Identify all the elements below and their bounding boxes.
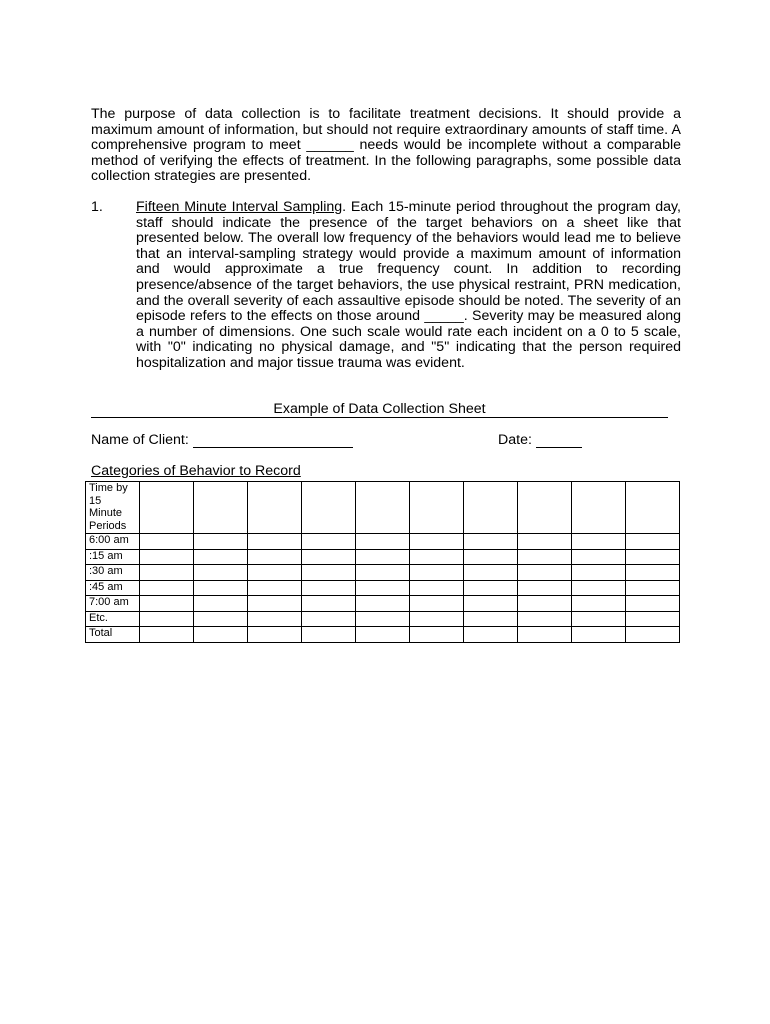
categories-heading: Categories of Behavior to Record xyxy=(91,463,301,479)
time-cell: :45 am xyxy=(86,580,140,596)
client-name-field xyxy=(91,432,353,448)
entry-cell[interactable] xyxy=(356,611,410,627)
entry-cell[interactable] xyxy=(410,596,464,612)
total-cell: Total xyxy=(86,627,140,643)
entry-cell[interactable] xyxy=(626,565,680,581)
item-number: 1. xyxy=(91,199,103,215)
time-cell: :15 am xyxy=(86,549,140,565)
entry-cell[interactable] xyxy=(248,627,302,643)
entry-cell[interactable] xyxy=(248,549,302,565)
entry-cell[interactable] xyxy=(410,534,464,550)
category-header-cell[interactable] xyxy=(302,482,356,534)
entry-cell[interactable] xyxy=(194,534,248,550)
entry-cell[interactable] xyxy=(464,596,518,612)
entry-cell[interactable] xyxy=(464,549,518,565)
category-header-cell[interactable] xyxy=(248,482,302,534)
entry-cell[interactable] xyxy=(140,596,194,612)
entry-cell[interactable] xyxy=(302,580,356,596)
table-row xyxy=(86,611,680,627)
entry-cell[interactable] xyxy=(518,611,572,627)
entry-cell[interactable] xyxy=(626,549,680,565)
entry-cell[interactable] xyxy=(248,580,302,596)
entry-cell[interactable] xyxy=(518,596,572,612)
entry-cell[interactable] xyxy=(626,596,680,612)
category-header-cell[interactable] xyxy=(464,482,518,534)
entry-cell[interactable] xyxy=(356,534,410,550)
entry-cell[interactable] xyxy=(356,627,410,643)
entry-cell[interactable] xyxy=(194,580,248,596)
data-collection-table xyxy=(85,481,680,643)
entry-cell[interactable] xyxy=(626,580,680,596)
entry-cell[interactable] xyxy=(410,549,464,565)
entry-cell[interactable] xyxy=(248,565,302,581)
client-label: Name of Client: xyxy=(91,432,189,448)
time-cell: 6:00 am xyxy=(86,534,140,550)
entry-cell[interactable] xyxy=(194,596,248,612)
entry-cell[interactable] xyxy=(140,627,194,643)
entry-cell[interactable] xyxy=(302,534,356,550)
entry-cell[interactable] xyxy=(194,627,248,643)
entry-cell[interactable] xyxy=(464,580,518,596)
entry-cell[interactable] xyxy=(302,611,356,627)
date-field xyxy=(498,432,582,448)
category-header-cell[interactable] xyxy=(572,482,626,534)
entry-cell[interactable] xyxy=(410,580,464,596)
entry-cell[interactable] xyxy=(626,611,680,627)
entry-cell[interactable] xyxy=(140,534,194,550)
entry-cell[interactable] xyxy=(302,549,356,565)
category-header-cell[interactable] xyxy=(140,482,194,534)
entry-cell[interactable] xyxy=(626,627,680,643)
entry-cell[interactable] xyxy=(194,611,248,627)
time-cell: :30 am xyxy=(86,565,140,581)
entry-cell[interactable] xyxy=(626,534,680,550)
entry-cell[interactable] xyxy=(518,534,572,550)
entry-cell[interactable] xyxy=(464,534,518,550)
entry-cell[interactable] xyxy=(194,565,248,581)
category-header-cell[interactable] xyxy=(356,482,410,534)
entry-cell[interactable] xyxy=(518,580,572,596)
entry-cell[interactable] xyxy=(140,565,194,581)
entry-cell[interactable] xyxy=(572,549,626,565)
entry-cell[interactable] xyxy=(572,565,626,581)
item-body-text: . Each 15-minute period throughout the program day, staff should indicate the presence of the target behaviors on a sheet like that presented below. The overall low frequency of the behaviors would lead me to believe that an interval-sampling strategy would provide a maximum amount of information and would approximate a true frequency count. In addition to recording presence/absence of the target behaviors, the use physical restraint, PRN medication, and the overall severity of each assaultive episode should be noted. The severity of an episode refers to the effects on those around _____. Severity may be measured along a number of dimensions. One such scale would rate each incident on a 0 to 5 scale, with "0" indicating no physical damage, and "5" indicating that the person required hospitalization and major tissue trauma was evident. xyxy=(136,199,681,371)
entry-cell[interactable] xyxy=(572,611,626,627)
entry-cell[interactable] xyxy=(248,596,302,612)
entry-cell[interactable] xyxy=(518,627,572,643)
time-header-cell: Time by 15 Minute Periods xyxy=(86,482,140,534)
category-header-cell[interactable] xyxy=(518,482,572,534)
entry-cell[interactable] xyxy=(572,627,626,643)
intro-paragraph: The purpose of data collection is to facilitate treatment decisions. It should provide a maximum amount of information, but should not require extraordinary amounts of staff time. A comprehensive program to meet ______ needs would be incomplete without a comparable method of verifying the effects of treatment. In the following paragraphs, some possible data collection strategies are presented. xyxy=(91,106,681,185)
time-cell: 7:00 am xyxy=(86,596,140,612)
category-header-cell[interactable] xyxy=(194,482,248,534)
entry-cell[interactable] xyxy=(464,565,518,581)
date-blank[interactable] xyxy=(536,433,582,448)
entry-cell[interactable] xyxy=(248,534,302,550)
entry-cell[interactable] xyxy=(410,627,464,643)
entry-cell[interactable] xyxy=(464,627,518,643)
entry-cell[interactable] xyxy=(356,596,410,612)
entry-cell[interactable] xyxy=(302,596,356,612)
entry-cell[interactable] xyxy=(518,549,572,565)
table-row xyxy=(86,596,680,612)
entry-cell[interactable] xyxy=(248,611,302,627)
entry-cell[interactable] xyxy=(356,549,410,565)
table-row xyxy=(86,549,680,565)
entry-cell[interactable] xyxy=(356,580,410,596)
entry-cell[interactable] xyxy=(572,596,626,612)
client-name-blank[interactable] xyxy=(193,433,353,448)
entry-cell[interactable] xyxy=(572,534,626,550)
category-header-cell[interactable] xyxy=(626,482,680,534)
date-label: Date: xyxy=(498,432,532,448)
entry-cell[interactable] xyxy=(464,611,518,627)
entry-cell[interactable] xyxy=(518,565,572,581)
entry-cell[interactable] xyxy=(140,611,194,627)
table-row xyxy=(86,565,680,581)
entry-cell[interactable] xyxy=(356,565,410,581)
entry-cell[interactable] xyxy=(194,549,248,565)
item-paragraph xyxy=(136,200,681,372)
entry-cell[interactable] xyxy=(302,565,356,581)
time-cell: Etc. xyxy=(86,611,140,627)
entry-cell[interactable] xyxy=(302,627,356,643)
entry-cell[interactable] xyxy=(410,565,464,581)
table-row xyxy=(86,627,680,643)
category-header-cell[interactable] xyxy=(410,482,464,534)
entry-cell[interactable] xyxy=(140,549,194,565)
item-heading: Fifteen Minute Interval Sampling xyxy=(136,199,343,215)
table-header-row xyxy=(86,482,680,534)
sheet-title: Example of Data Collection Sheet xyxy=(91,401,668,418)
entry-cell[interactable] xyxy=(410,611,464,627)
table-row xyxy=(86,534,680,550)
entry-cell[interactable] xyxy=(140,580,194,596)
entry-cell[interactable] xyxy=(572,580,626,596)
table-row xyxy=(86,580,680,596)
